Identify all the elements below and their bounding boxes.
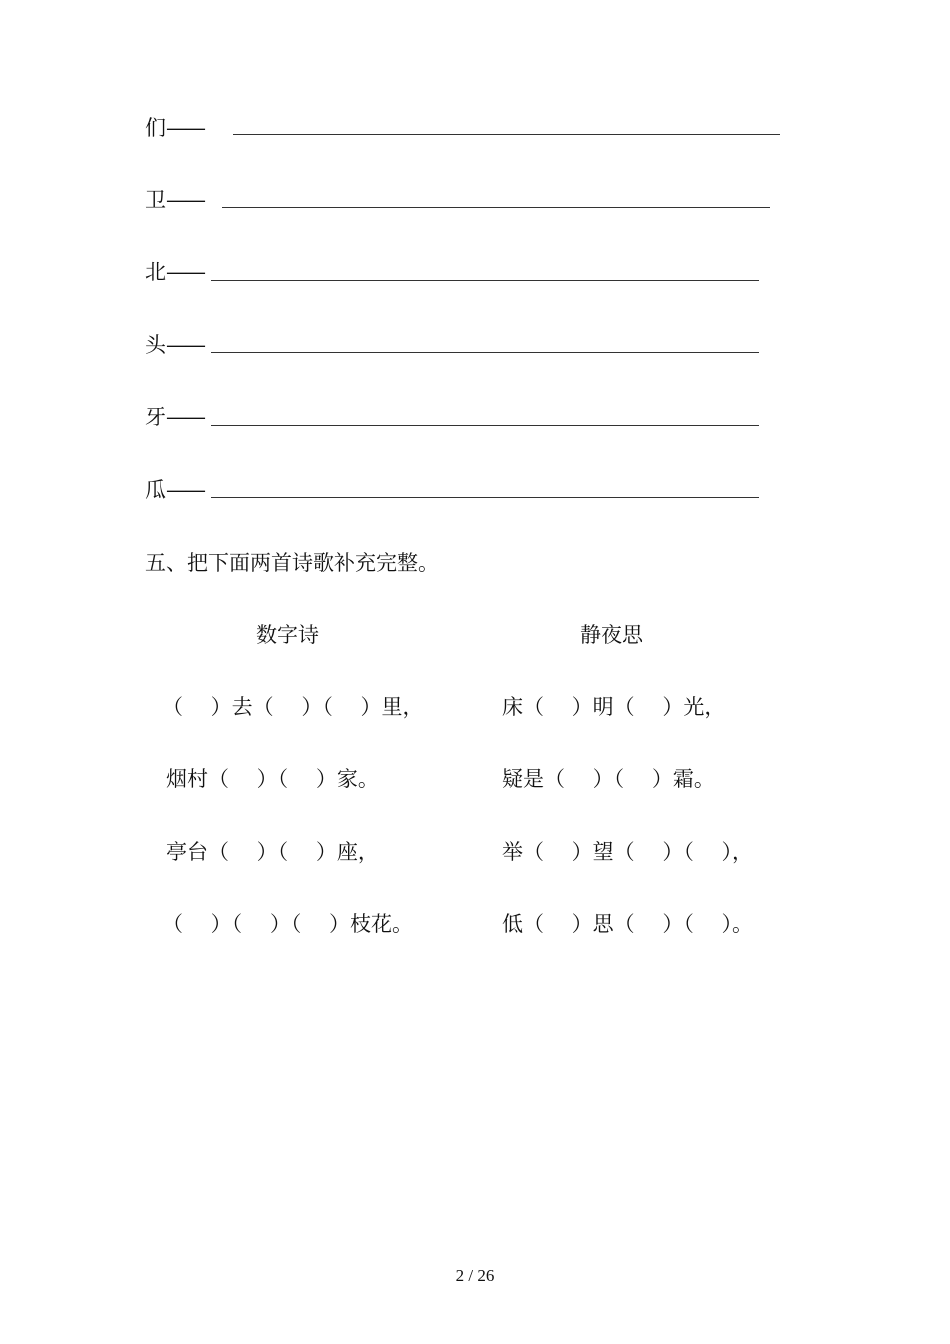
- answer-blank-5[interactable]: [211, 425, 759, 426]
- dash: ——: [166, 116, 204, 140]
- poem2-line-1: 床（ ）明（ ）光，: [502, 695, 726, 719]
- word-character: 卫: [145, 188, 166, 212]
- section-five-title: 五、把下面两首诗歌补充完整。: [145, 551, 439, 575]
- word-item-3: [145, 258, 204, 286]
- poem2-line-2: 疑是（ ）（ ）霜。: [502, 767, 715, 791]
- word-character: 北: [145, 260, 166, 284]
- poem-title-jingyesi: 静夜思: [580, 623, 643, 647]
- answer-blank-2[interactable]: [222, 207, 770, 208]
- word-item-5: [145, 403, 204, 431]
- answer-blank-6[interactable]: [211, 497, 759, 498]
- poem-title-shuzishi: 数字诗: [256, 623, 319, 647]
- word-character: 头: [145, 333, 166, 357]
- poem1-line-2: 烟村（ ）（ ）家。: [166, 767, 379, 791]
- word-character: 牙: [145, 405, 166, 429]
- dash: ——: [166, 478, 204, 502]
- poem1-line-3: 亭台（ ）（ ）座，: [166, 840, 379, 864]
- dash: ——: [166, 405, 204, 429]
- answer-blank-3[interactable]: [211, 280, 759, 281]
- answer-blank-4[interactable]: [211, 352, 759, 353]
- page-number: 2 / 26: [455, 1266, 495, 1285]
- poem1-line-1: （ ）去（ ）（ ）里，: [162, 695, 424, 719]
- word-item-4: [145, 331, 204, 359]
- poem2-line-3: 举（ ）望（ ）（ ），: [502, 840, 754, 864]
- poem2-line-4: 低（ ）思（ ）（ ）。: [502, 912, 754, 936]
- dash: ——: [166, 188, 204, 212]
- dash: ——: [166, 333, 204, 357]
- word-item-6: [145, 476, 204, 504]
- word-character: 们: [145, 116, 166, 140]
- answer-blank-1[interactable]: [233, 134, 780, 135]
- word-character: 瓜: [145, 478, 166, 502]
- word-item-2: [145, 186, 204, 214]
- dash: ——: [166, 260, 204, 284]
- word-item-1: [145, 114, 204, 142]
- poem1-line-4: （ ）（ ）（ ）枝花。: [162, 912, 414, 936]
